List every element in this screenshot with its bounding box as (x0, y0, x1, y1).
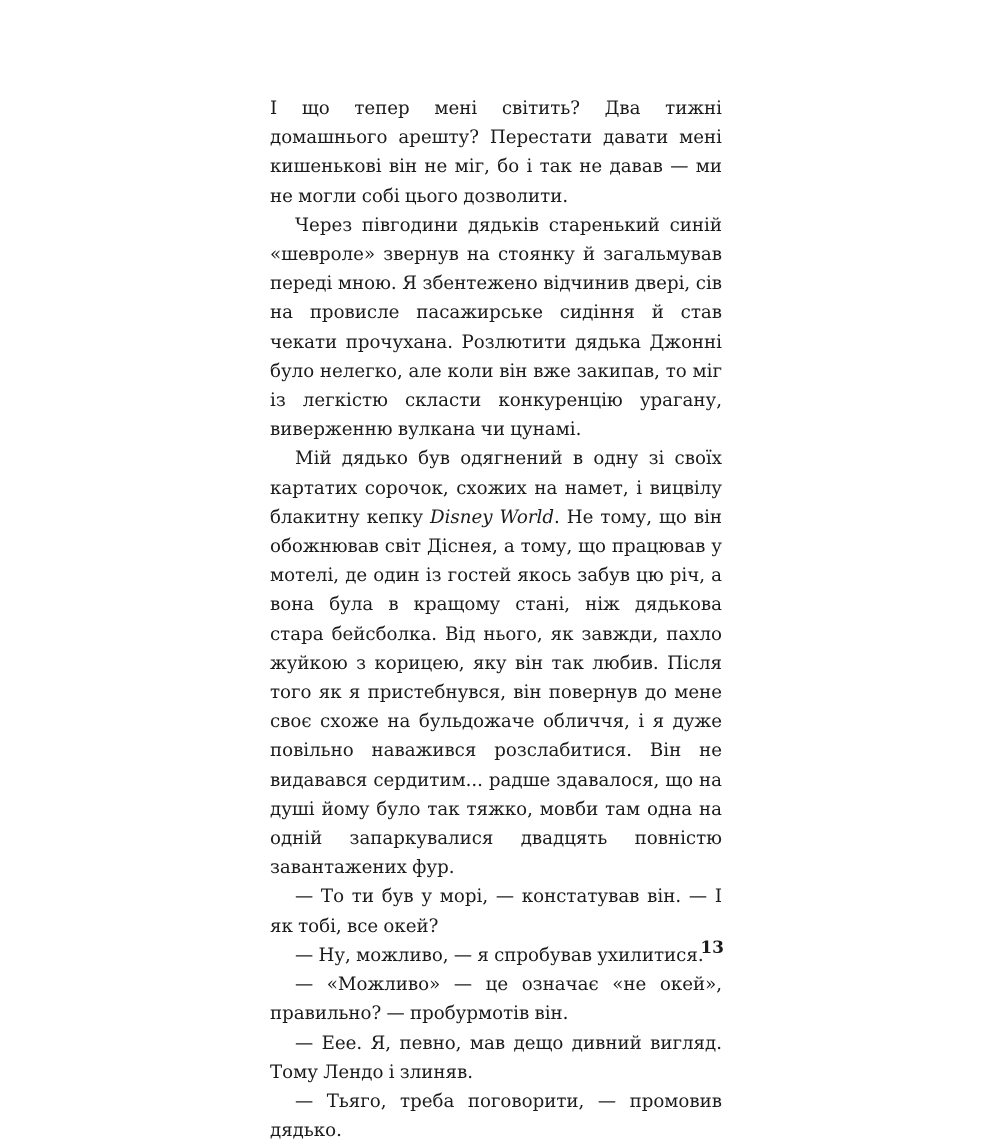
paragraph-2 (270, 211, 722, 445)
paragraph-3-italic-brand: Disney World (430, 506, 555, 528)
paragraph-1 (270, 94, 722, 211)
paragraph-5-text: — Ну, можливо, — я спробував ухилитися. (295, 944, 704, 966)
book-page-text (270, 94, 722, 1145)
paragraph-6-dialogue (270, 970, 722, 1028)
paragraph-1-text: І що тепер мені світить? Два тижні домашнього арешту? Перестати давати мені кишенькові він не міг, бо і так не давав — ми не могли собі цього дозволити. (270, 98, 722, 207)
paragraph-8-text: — Тьяго, треба поговорити, — промовив дядько. (270, 1090, 722, 1142)
paragraph-3-text-start: Мій дядько був одягнений в одну зі своїх картатих сорочок, схожих на намет, і вицвілу блакитну кепку (270, 448, 722, 528)
paragraph-7-text: — Еее. Я, певно, мав дещо дивний вигляд. Тому Лендо і злиняв. (270, 1032, 722, 1083)
paragraph-2-text: Через півгодини дядьків старенький синій «шевроле» звернув на стоянку й загальмував переді мною. Я збентежено відчинив двері, сів на провисле пасажирське сидіння й став чекати прочухана. Розлютити дядька Джонні було нелегко, але коли він вже закипав, то міг із легкістю скласти конкуренцію урагану, виверженню вулкана чи цунамі. (270, 214, 722, 441)
paragraph-3-text-end: . Не тому, що він обожнював світ Діснея, а тому, що працював у мотелі, де один із гостей якось забув цю річ, а вона була в кращому стані, ніж дядькова стара бейсболка. Від нього, як завжди, пахло жуйкою з корицею, яку він так любив. Після того як я пристебнувся, він повернув до мене своє схоже на бульдожаче обличчя, і я дуже повільно наважився розслабитися. Він не видавався сердитим... радше здавалося, що на душі йому було так тяжко, мовби там одна на одній запаркувалися двадцять повністю завантажених фур. (270, 506, 723, 879)
paragraph-7-dialogue (270, 1029, 722, 1087)
paragraph-8-dialogue (270, 1087, 722, 1145)
page-number: 13 (700, 938, 724, 958)
paragraph-3 (270, 444, 722, 882)
paragraph-5-dialogue (270, 941, 722, 970)
paragraph-4-dialogue (270, 882, 722, 940)
paragraph-4-text: — То ти був у морі, — констатував він. — І як тобі, все окей? (270, 886, 722, 937)
paragraph-6-text: — «Можливо» — це означає «не окей», правильно? — пробурмотів він. (270, 974, 722, 1025)
